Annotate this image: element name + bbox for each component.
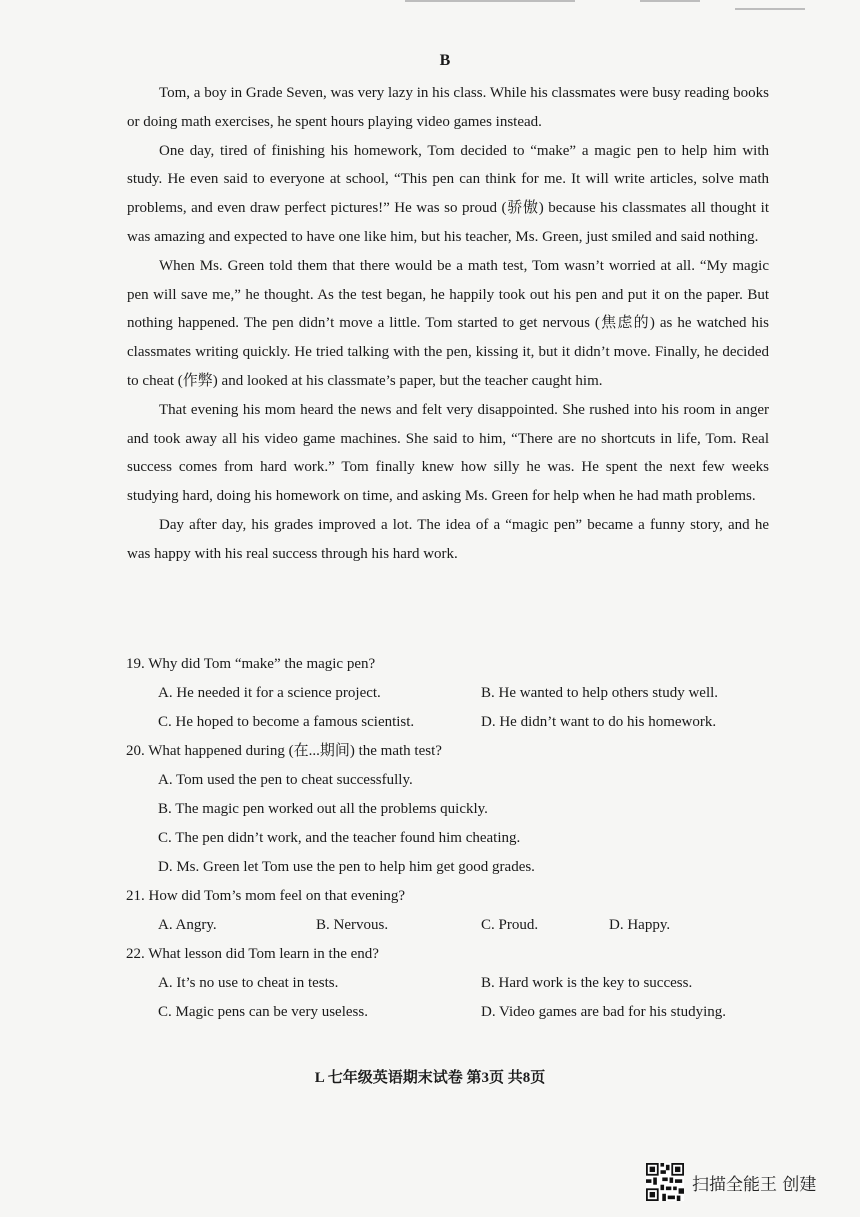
option-c: C. The pen didn’t work, and the teacher found him cheating. — [158, 830, 521, 846]
option-c: C. Proud. — [481, 917, 539, 933]
question-stem: 19. Why did Tom “make” the magic pen? — [126, 656, 376, 672]
option-row — [126, 795, 776, 824]
option-row — [126, 911, 776, 940]
option-row — [126, 969, 776, 998]
option-a: A. Tom used the pen to cheat successfully. — [158, 772, 413, 788]
option-c: C. He hoped to become a famous scientist. — [158, 714, 415, 730]
option-row — [126, 853, 776, 882]
option-d: D. Happy. — [609, 917, 671, 933]
section-title: B — [439, 52, 451, 69]
option-b: B. Nervous. — [316, 917, 389, 933]
question-20 — [126, 737, 776, 882]
option-d: D. He didn’t want to do his homework. — [481, 714, 717, 730]
option-b: B. The magic pen worked out all the problems quickly. — [158, 801, 488, 817]
question-stem: 22. What lesson did Tom learn in the end? — [126, 946, 379, 962]
reading-passage — [127, 79, 769, 569]
scan-edge-mark — [735, 8, 805, 10]
qr-code-icon — [646, 1163, 684, 1201]
option-row — [126, 998, 776, 1027]
scanner-brand-text: 扫描全能王 创建 — [692, 1174, 817, 1195]
option-row — [126, 766, 776, 795]
option-c: C. Magic pens can be very useless. — [158, 1004, 368, 1020]
scan-edge-mark — [405, 0, 575, 2]
option-row — [126, 824, 776, 853]
question-22 — [126, 940, 776, 1027]
scan-edge-mark — [640, 0, 700, 2]
option-d: D. Ms. Green let Tom use the pen to help him get good grades. — [158, 859, 535, 875]
page-footer: L 七年级英语期末试卷 第3页 共8页 — [314, 1070, 546, 1086]
passage-paragraph: One day, tired of finishing his homework, Tom decided to “make” a magic pen to help him with study. He even said to everyone at school, “This pen can think for me. It will write articles, solve math problems, and even draw perfect pictures!” He was so proud (骄傲) because his classmates all thought it was amazing and expected to have one like him, but his teacher, Ms. Green, just smiled and said nothing. — [127, 142, 769, 245]
option-b: B. He wanted to help others study well. — [481, 685, 719, 701]
option-b: B. Hard work is the key to success. — [481, 975, 693, 991]
scanner-watermark — [646, 1162, 816, 1202]
option-d: D. Video games are bad for his studying. — [481, 1004, 727, 1020]
question-19 — [126, 650, 776, 737]
passage-paragraph: Day after day, his grades improved a lot. The idea of a “magic pen” became a funny story, and he was happy with his real success through his hard work. — [127, 516, 769, 562]
passage-paragraph: When Ms. Green told them that there would be a math test, Tom wasn’t worried at all. “My magic pen will save me,” he thought. As the test began, he happily took out his pen and put it on the paper. But nothing happened. The pen didn’t move a little. Tom started to get nervous (焦虑的) as he watched his classmates writing quickly. He tried talking with the pen, kissing it, but it didn’t move. Finally, he decided to cheat (作弊) and looked at his classmate’s paper, but the teacher caught him. — [127, 257, 769, 389]
question-21 — [126, 882, 776, 940]
option-a: A. Angry. — [158, 917, 217, 933]
question-list — [126, 650, 776, 1027]
option-a: A. It’s no use to cheat in tests. — [158, 975, 339, 991]
question-stem: 20. What happened during (在...期间) the math test? — [126, 743, 442, 759]
question-stem: 21. How did Tom’s mom feel on that evening? — [126, 888, 406, 904]
option-row — [126, 708, 776, 737]
option-row — [126, 679, 776, 708]
passage-paragraph: Tom, a boy in Grade Seven, was very lazy in his class. While his classmates were busy reading books or doing math exercises, he spent hours playing video games instead. — [127, 85, 769, 130]
option-a: A. He needed it for a science project. — [158, 685, 381, 701]
passage-paragraph: That evening his mom heard the news and felt very disappointed. She rushed into his room in anger and took away all his video game machines. She said to him, “There are no shortcuts in life, Tom. Real success comes from hard work.” Tom finally knew how silly he was. He spent the next few weeks studying hard, doing his homework on time, and asking Ms. Green for help when he had math problems. — [127, 401, 769, 505]
